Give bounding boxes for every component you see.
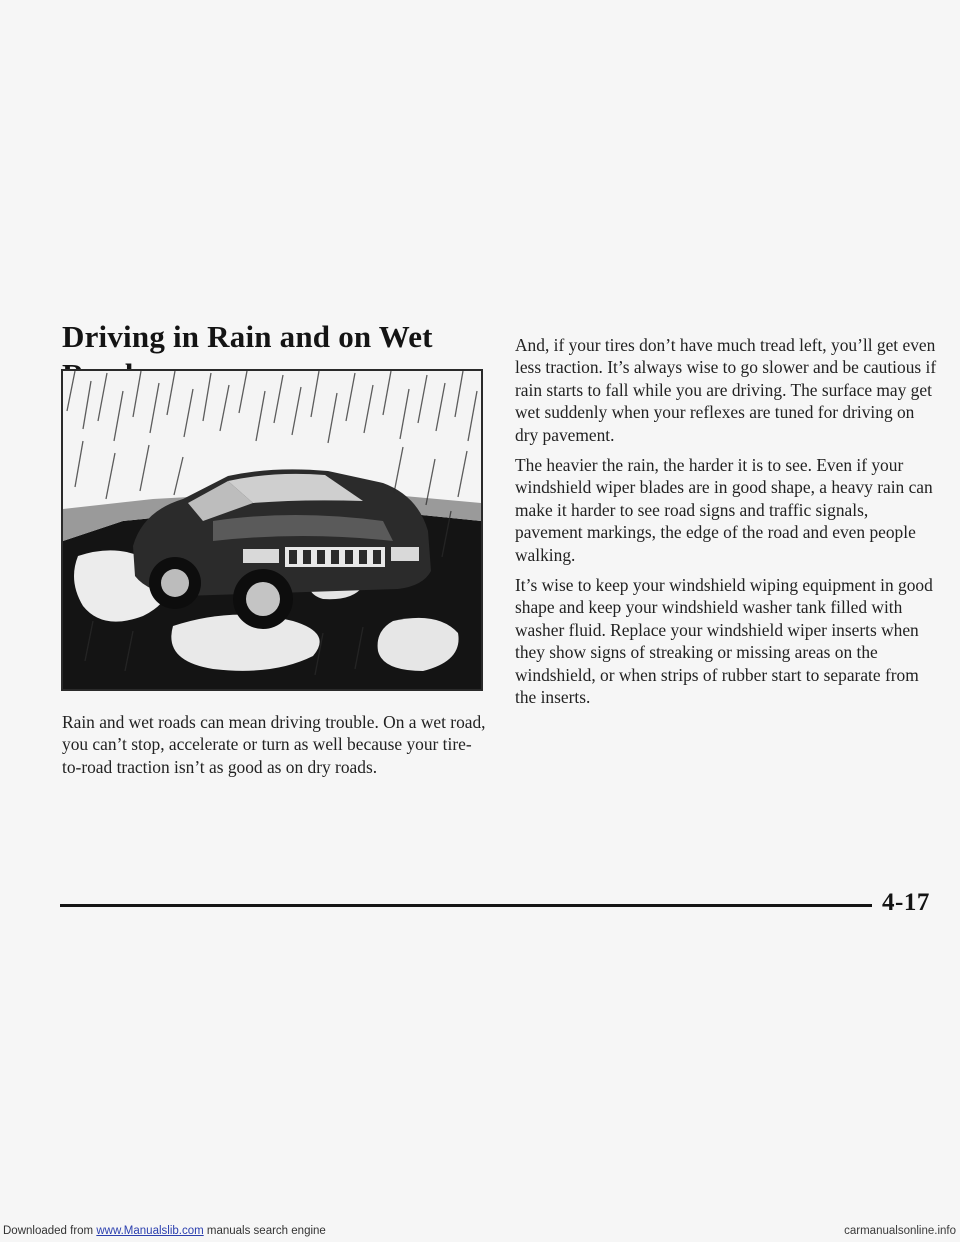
rain-car-illustration bbox=[61, 369, 483, 691]
banner-suffix: manuals search engine bbox=[203, 1225, 326, 1237]
manualslib-link[interactable]: www.Manualslib.com bbox=[96, 1225, 204, 1237]
section-heading: Driving in Rain and on Wet bbox=[62, 319, 433, 354]
download-banner bbox=[0, 1224, 960, 1242]
right-column bbox=[515, 334, 937, 717]
page-number: 4-17 bbox=[882, 889, 930, 916]
figure-caption-paragraph: Rain and wet roads can mean driving trouble. On a wet road, you can’t stop, accelerate or turn as well because your tire-to-road traction isn’t as good as on dry roads. bbox=[62, 712, 486, 777]
banner-text bbox=[3, 1225, 326, 1237]
body-paragraph: And, if your tires don’t have much tread left, you’ll get even less traction. It’s always wise to go slower and be cautious if rain starts to fall while you are driving. The surface may get wet suddenly when your reflexes are tuned for driving on dry pavement. bbox=[515, 335, 937, 445]
footer-rule bbox=[60, 904, 872, 907]
banner-prefix: Downloaded from bbox=[3, 1225, 97, 1237]
watermark-text: carmanualsonline.info bbox=[844, 1225, 956, 1237]
body-paragraph: The heavier the rain, the harder it is to see. Even if your windshield wiper blades are in good shape, a heavy rain can make it harder to see road signs and traffic signals, pavement markings, the edge of the road and even people walking. bbox=[515, 455, 933, 565]
body-paragraph: It’s wise to keep your windshield wiping equipment in good shape and keep your windshield washer tank filled with washer fluid. Replace your windshield wiper inserts when they show signs of streaking or missing areas on the windshield, or when strips of rubber start to separate from the inserts. bbox=[515, 575, 933, 708]
